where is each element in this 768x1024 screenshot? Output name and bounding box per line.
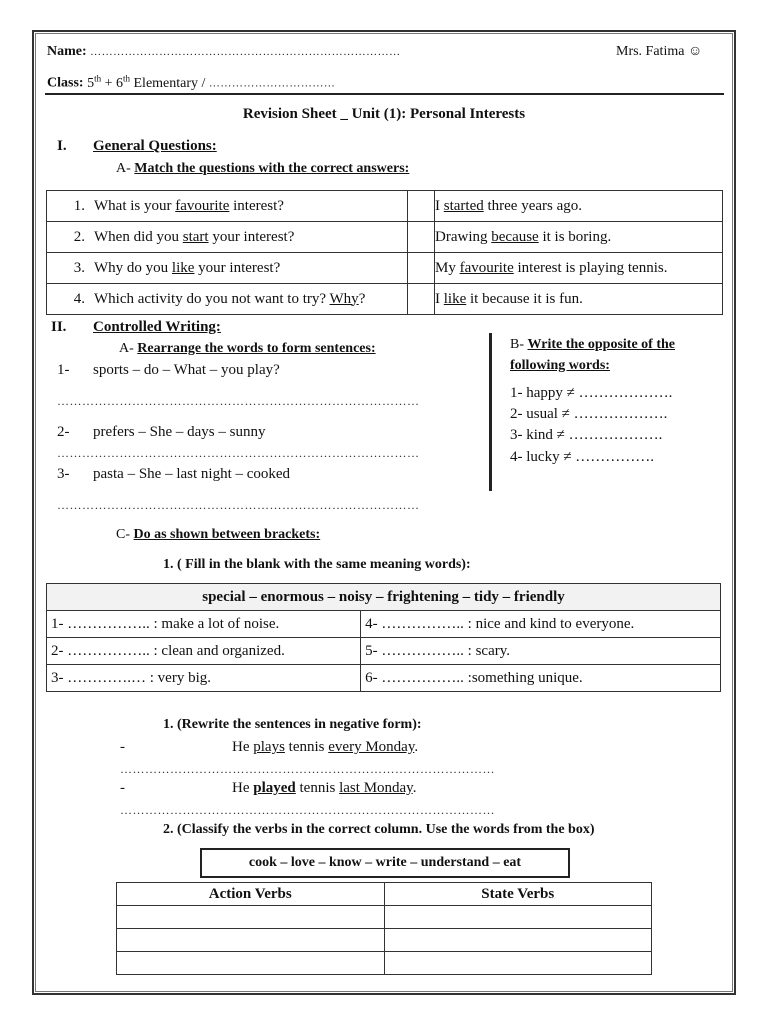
s1-verb: plays [253, 739, 285, 755]
part-c-heading: Do as shown between brackets: [133, 527, 321, 542]
rearrange-words-2: prefers – She – days – sunny [93, 424, 266, 440]
answer-key-word: because [491, 228, 539, 245]
section-2-part-c [116, 527, 320, 543]
question-number: 1. [73, 197, 85, 214]
answer-cell [435, 284, 723, 315]
answer-post: it is boring. [538, 228, 612, 245]
section-2-heading: Controlled Writing: [93, 319, 221, 335]
matching-row [47, 284, 723, 315]
answer-pre: Drawing [435, 228, 492, 245]
question-post: your interest? [194, 259, 281, 276]
verb-box: cook – love – know – write – understand – eat [200, 848, 570, 878]
question-key-word: like [171, 259, 195, 276]
s1-time: every Monday [328, 739, 415, 755]
question-cell [47, 191, 408, 222]
classify-cell[interactable] [117, 906, 385, 929]
section-2-numeral: II. [51, 319, 67, 335]
column-divider [489, 333, 492, 491]
matching-row [47, 253, 723, 284]
class-value: 5th + 6th Elementary / [87, 73, 209, 91]
fill-cell-1[interactable]: 1- …………….. : make a lot of noise. [47, 611, 361, 638]
answer-pre: I [435, 290, 444, 307]
classify-cell[interactable] [117, 929, 385, 952]
section-1-heading: General Questions: [93, 138, 217, 154]
name-line [47, 44, 401, 60]
question-pre: What is your [94, 197, 176, 214]
match-answer-slot[interactable] [408, 222, 435, 253]
teacher-name: Mrs. Fatima ☺ [616, 44, 703, 59]
classify-cell[interactable] [384, 906, 652, 929]
part-a-heading: Rearrange the words to form sentences: [137, 341, 376, 356]
class-blank: …………………………… [208, 77, 336, 90]
fill-cell-4[interactable]: 4- …………….. : nice and kind to everyone. [361, 611, 721, 638]
match-answer-slot[interactable] [408, 191, 435, 222]
answer-post: interest is playing tennis. [513, 259, 668, 276]
classify-cell[interactable] [384, 929, 652, 952]
answer-key-word: started [443, 197, 484, 214]
rearrange-words-3: pasta – She – last night – cooked [93, 466, 291, 482]
opposite-4[interactable]: 4- lucky ≠ ……………. [510, 449, 655, 465]
part-a-prefix: A- [119, 341, 134, 356]
s2-time: last Monday [339, 780, 413, 796]
classify-table [116, 882, 652, 975]
question-key-word: Why [329, 290, 359, 307]
col-action-verbs: Action Verbs [117, 883, 385, 906]
header-rule [45, 93, 724, 95]
section-1-numeral: I. [57, 138, 67, 154]
rearrange-num-2: 2- [57, 424, 70, 440]
s2-post: . [412, 780, 417, 796]
col-state-verbs: State Verbs [384, 883, 652, 906]
negative-title: 1. (Rewrite the sentences in negative form): [163, 717, 422, 732]
match-answer-slot[interactable] [408, 284, 435, 315]
class-line [47, 73, 335, 92]
answer-cell [435, 222, 723, 253]
negative-sentence-1 [232, 739, 418, 756]
question-cell [47, 222, 408, 253]
s2-verb: played [253, 780, 296, 796]
negative-dash-2: - [120, 780, 125, 796]
answer-cell [435, 253, 723, 284]
question-number: 4. [73, 290, 85, 307]
section-2-part-a [119, 341, 376, 357]
classify-cell[interactable] [117, 952, 385, 975]
matching-row [47, 222, 723, 253]
part-a-heading: Match the questions with the correct answers: [134, 161, 410, 176]
s2-mid: tennis [295, 780, 340, 796]
part-a-prefix: A- [116, 161, 131, 176]
negative-answer-line-1[interactable]: ……………………………………………………………………………… [120, 762, 495, 776]
fill-blank-title: 1. ( Fill in the blank with the same meaning words): [163, 557, 471, 572]
part-b-heading-1: Write the opposite of the [527, 337, 675, 352]
opposite-1[interactable]: 1- happy ≠ ………………. [510, 385, 673, 401]
question-cell [47, 253, 408, 284]
opposite-3[interactable]: 3- kind ≠ ………………. [510, 427, 663, 443]
question-key-word: favourite [175, 197, 230, 214]
classify-title: 2. (Classify the verbs in the correct column. Use the words from the box) [163, 822, 595, 837]
answer-pre: I [435, 197, 444, 214]
s2-pre: He [232, 780, 254, 796]
answer-key-word: favourite [459, 259, 514, 276]
name-blank: ……………………………………………………………………… [90, 46, 401, 58]
answer-key-word: like [443, 290, 467, 307]
word-bank: special – enormous – noisy – frightening – tidy – friendly [47, 584, 721, 611]
section-1-part-a [116, 161, 409, 177]
s1-mid: tennis [284, 739, 329, 755]
fill-cell-2[interactable]: 2- …………….. : clean and organized. [47, 638, 361, 665]
question-cell [47, 284, 408, 315]
rearrange-words-1: sports – do – What – you play? [93, 362, 280, 378]
part-b-prefix: B- [510, 337, 524, 352]
name-label: Name: [47, 44, 87, 59]
matching-table [46, 190, 723, 315]
fill-cell-6[interactable]: 6- …………….. :something unique. [361, 665, 721, 692]
question-post: your interest? [208, 228, 295, 245]
fill-cell-3[interactable]: 3- ………….… : very big. [47, 665, 361, 692]
rearrange-num-1: 1- [57, 362, 70, 378]
answer-post: it because it is fun. [466, 290, 583, 307]
negative-answer-line-2[interactable]: ……………………………………………………………………………… [120, 803, 495, 817]
question-post: interest? [229, 197, 284, 214]
question-number: 2. [73, 228, 85, 245]
section-2-part-b [510, 334, 720, 376]
question-key-word: start [182, 228, 209, 245]
answer-cell [435, 191, 723, 222]
class-label: Class: [47, 75, 84, 91]
negative-sentence-2 [232, 780, 416, 797]
question-number: 3. [73, 259, 85, 276]
classify-cell[interactable] [384, 952, 652, 975]
question-post: ? [358, 290, 366, 307]
page-title: Revision Sheet _ Unit (1): Personal Interests [242, 106, 526, 122]
matching-row [47, 191, 723, 222]
answer-line-3[interactable]: …………………………………………………………………………… [57, 498, 420, 512]
answer-post: three years ago. [483, 197, 583, 214]
rearrange-num-3: 3- [57, 466, 70, 482]
match-answer-slot[interactable] [408, 253, 435, 284]
answer-line-1[interactable]: …………………………………………………………………………… [57, 394, 420, 408]
fill-cell-5[interactable]: 5- …………….. : scary. [361, 638, 721, 665]
opposite-2[interactable]: 2- usual ≠ ………………. [510, 406, 668, 422]
question-pre: When did you [94, 228, 183, 245]
question-pre: Which activity do you not want to try? [94, 290, 330, 307]
answer-pre: My [435, 259, 460, 276]
negative-dash-1: - [120, 739, 125, 755]
part-c-prefix: C- [116, 527, 130, 542]
answer-line-2[interactable]: …………………………………………………………………………… [57, 446, 420, 460]
part-b-heading-2: following words: [510, 358, 610, 373]
s1-pre: He [232, 739, 254, 755]
s1-post: . [414, 739, 419, 755]
fill-blank-table [46, 583, 721, 692]
question-pre: Why do you [94, 259, 172, 276]
